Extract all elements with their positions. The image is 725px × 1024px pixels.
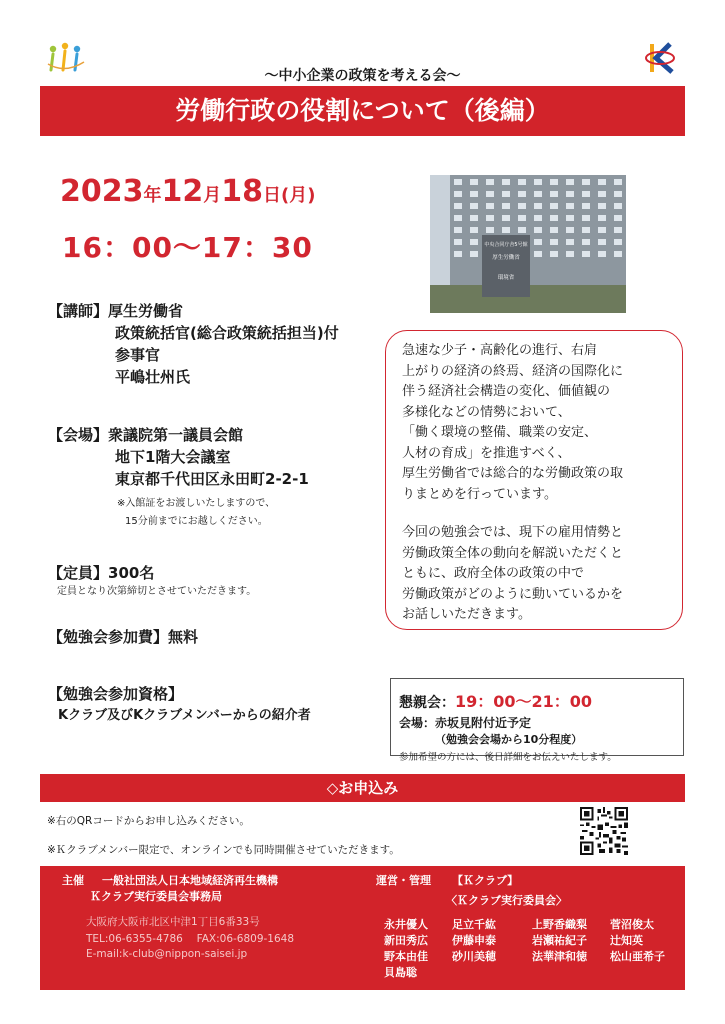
organizer-email[interactable]: E-mail:k-club@nippon-saisei.jp <box>86 948 248 960</box>
committee-member: 伊藤申泰 <box>452 934 496 947</box>
social-gathering-box <box>390 678 684 763</box>
event-title-banner: 労働行政の役割について（後編） <box>40 86 685 136</box>
date-month: 12 <box>161 174 204 209</box>
fee-section <box>48 626 198 648</box>
lecturer-label: 【講師】 <box>48 302 109 320</box>
description-line: 今回の勉強会では、現下の雇用情勢と <box>402 525 624 540</box>
description-line: 急速な少子・高齢化の進行、右肩 <box>402 343 598 358</box>
sponsor-name: 一般社団法人日本地域経済再生機構 <box>102 874 278 887</box>
committee-member: 松山亜希子 <box>610 950 665 963</box>
committee-member: 砂川美穂 <box>452 950 496 963</box>
social-distance: （勉強会会場から10分程度） <box>435 733 583 746</box>
committee-member: 上野香織梨 <box>532 918 587 931</box>
qualification-value: Kクラブ及びKクラブメンバーからの紹介者 <box>58 708 311 723</box>
capacity-value: 300名 <box>108 564 155 582</box>
venue-note-line: ※入館証をお渡しいたしますので、 <box>117 498 276 509</box>
committee-label: 〈Ｋクラブ実行委員会〉 <box>446 894 567 907</box>
venue-line: 地下1階大会議室 <box>115 448 231 466</box>
description-line: 人材の育成」を推進すべく、 <box>402 445 571 461</box>
committee-member: 法華津和徳 <box>532 950 587 963</box>
event-series-subtitle: 〜中小企業の政策を考える会〜 <box>264 68 461 84</box>
operation-label: 運営・管理 <box>376 874 431 887</box>
organizer-tel-fax: TEL:06-6355-4786 FAX:06-6809-1648 <box>86 933 295 945</box>
venue-line: 衆議院第一議員会館 <box>108 426 244 444</box>
date-year: 2023 <box>60 174 144 209</box>
date-weekday: (月) <box>281 185 316 206</box>
description-line: ともに、政府全体の政策の中で <box>402 566 585 581</box>
social-note: 参加希望の方には、後日詳細をお伝えいたします。 <box>399 752 617 763</box>
description-line: 労働政策がどのように動いているかを <box>402 586 624 602</box>
social-time: 19：00〜21：00 <box>455 692 593 711</box>
committee-member: 貝島聡 <box>384 966 417 979</box>
ministry-building-photo <box>430 175 626 313</box>
description-line: りまとめを行っています。 <box>402 486 557 502</box>
description-line: 「働く環境の整備、職業の安定、 <box>402 425 598 440</box>
committee-member: 野本由佳 <box>384 950 428 963</box>
date-year-unit: 年 <box>143 185 162 206</box>
venue-section <box>48 424 309 490</box>
date-month-unit: 月 <box>203 185 222 206</box>
lecturer-section <box>48 300 339 388</box>
lecturer-line: 政策統括官(総合政策統括担当)付 <box>115 324 339 342</box>
description-line: 多様化などの情勢において、 <box>402 404 571 420</box>
application-heading: ◇お申込み <box>40 774 685 802</box>
committee-member: 足立千紘 <box>452 918 496 931</box>
committee-member: 新田秀広 <box>384 934 428 947</box>
description-line: 伴う経済社会構造の変化、価値観の <box>402 384 611 399</box>
venue-label: 【会場】 <box>48 426 109 444</box>
date-day-unit: 日 <box>263 185 281 206</box>
social-label: 懇親会： <box>399 695 455 711</box>
venue-line: 東京都千代田区永田町2-2-1 <box>115 470 309 488</box>
description-line: お話しいただきます。 <box>402 607 531 622</box>
footer-organizer-panel <box>40 866 685 990</box>
capacity-section <box>48 562 154 584</box>
venue-note <box>117 495 275 531</box>
lecturer-line: 平嶋壮州氏 <box>115 368 191 386</box>
operation-org: 【Ｋクラブ】 <box>452 874 519 887</box>
description-line: 厚生労働省では総合的な労働政策の取 <box>402 466 624 481</box>
description-line: 上がりの経済の終焉、経済の国際化に <box>402 363 624 379</box>
plate-ministry-name: 厚生労働省 <box>492 255 520 261</box>
organizer-address: 大阪府大阪市北区中津1丁目6番33号 <box>86 916 260 928</box>
lecturer-line: 参事官 <box>115 346 161 364</box>
social-venue: 会場：赤坂見附付近予定 <box>399 716 532 730</box>
description-line: 労働政策全体の動向を解説いただくと <box>402 545 624 561</box>
plate-environment-ministry: 環境省 <box>497 275 515 281</box>
qr-application-note: ※右のQRコードからお申し込みください。 <box>47 815 250 827</box>
application-qr-code[interactable] <box>580 807 628 855</box>
date-day: 18 <box>221 174 263 209</box>
committee-member: 岩瀬祐紀子 <box>532 934 587 947</box>
capacity-note: 定員となり次第締切とさせていただきます。 <box>57 586 257 597</box>
plate-building-name: 中央合同庁舎5号館 <box>484 242 528 248</box>
event-time: 16：00〜17：30 <box>62 231 313 264</box>
committee-member: 永井優人 <box>384 918 428 931</box>
lecturer-line: 厚生労働省 <box>108 302 184 320</box>
fee-label: 【勉強会参加費】 <box>48 628 169 646</box>
description-box <box>385 330 683 630</box>
capacity-label: 【定員】 <box>48 564 109 582</box>
fee-value: 無料 <box>168 628 199 646</box>
committee-member: 菅沼俊太 <box>610 918 654 931</box>
sponsor-label: 主催 <box>62 874 84 887</box>
sponsor-office: Ｋクラブ実行委員会事務局 <box>90 890 222 903</box>
qualification-label: 【勉強会参加資格】 <box>48 685 184 703</box>
venue-note-line: 15分前までにお越しください。 <box>125 516 268 527</box>
online-participation-note: ※Ｋクラブメンバー限定で、オンラインでも同時開催させていただきます。 <box>47 844 400 856</box>
committee-member: 辻知英 <box>610 934 643 947</box>
event-date <box>60 174 315 209</box>
